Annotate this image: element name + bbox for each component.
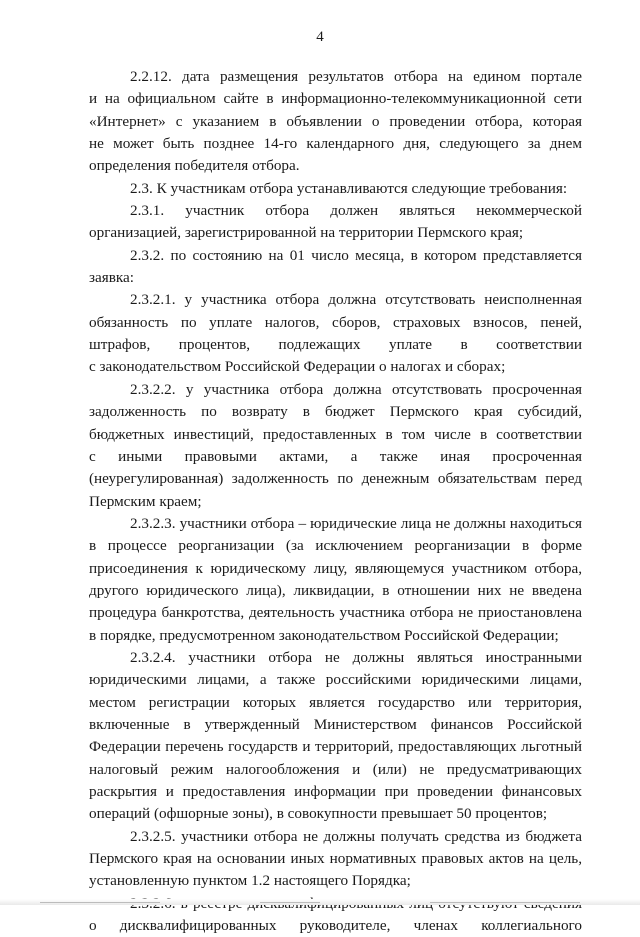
scan-artifact — [430, 902, 580, 903]
text-line: раскрытия и предоставления информации при проведении финансовых — [89, 783, 582, 800]
text-line: организацией, зарегистрированной на территории Пермского края; — [89, 224, 524, 242]
text-line: Пермским краем; — [89, 492, 202, 510]
document-body — [89, 66, 582, 937]
text-line: 2.3.2.4. участники отбора не должны являться иностранными — [130, 648, 582, 666]
text-line: 2.3.2.2. у участника отбора должна отсутствовать просроченная — [130, 380, 582, 398]
text-line: заявка: — [89, 269, 135, 287]
text-line: не может быть позднее 14-го календарного дня, следующего за днем — [89, 135, 582, 153]
text-line: 2.3.1. участник отбора должен являться некоммерческой — [130, 202, 582, 220]
text-line: «Интернет» с указанием в объявлении о проведении отбора, которая — [89, 112, 582, 130]
text-line: 2.2.12. дата размещения результатов отбора на едином портале — [130, 68, 582, 85]
text-line: налоговый режим налогообложения и (или) не предусматривающих — [89, 760, 582, 778]
text-line: обязанность по уплате налогов, сборов, страховых взносов, пеней, — [89, 313, 582, 331]
text-line: 2.3.2.3. участники отбора – юридические лица не должны находиться — [130, 514, 582, 532]
text-line: местом регистрации которых является государство или территория, — [89, 693, 582, 711]
page-number: 4 — [316, 29, 324, 45]
text-line: в порядке, предусмотренном законодательством Российской Федерации; — [89, 626, 559, 644]
text-line: в процессе реорганизации (за исключением реорганизации в форме — [89, 537, 582, 555]
text-line: о дисквалифицированных руководителе, членах коллегиального — [89, 917, 582, 935]
text-line: (неурегулированная) задолженность по денежным обязательствам перед — [89, 470, 582, 488]
scan-artifact — [40, 902, 160, 903]
text-line: Федерации перечень государств и территорий, предоставляющих льготный — [89, 738, 582, 756]
text-line: другого юридического лица), ликвидации, в отношении них не введена — [89, 581, 582, 599]
text-line: и на официальном сайте в информационно-телекоммуникационной сети — [89, 90, 582, 108]
text-line: 2.3.2. по состоянию на 01 число месяца, в котором представляется — [130, 246, 582, 264]
text-line: бюджетных инвестиций, предоставленных в том числе в соответствии — [89, 425, 582, 443]
text-line: с законодательством Российской Федерации о налогах и сборах; — [89, 358, 506, 376]
text-line: штрафов, процентов, подлежащих уплате в соответствии — [89, 336, 582, 354]
scan-artifact — [260, 902, 320, 903]
text-line: операций (офшорные зоны), в совокупности превышает 50 процентов; — [89, 805, 548, 823]
text-line: 2.3.2.1. у участника отбора должна отсутствовать неисполненная — [130, 291, 582, 309]
text-line: Пермского края на основании иных нормативных правовых актов на цель, — [89, 850, 582, 868]
text-line: юридическими лицами, а также российскими юридическими лицами, — [89, 671, 582, 689]
text-line: включенные в утвержденный Министерством финансов Российской — [89, 715, 582, 733]
text-line: 2.3. К участникам отбора устанавливаются следующие требования: — [130, 179, 568, 197]
text-line: определения победителя отбора. — [89, 157, 300, 175]
text-line: установленную пунктом 1.2 настоящего Порядка; — [89, 872, 411, 890]
text-line: 2.3.2.5. участники отбора не должны получать средства из бюджета — [130, 827, 582, 845]
text-line: процедура банкротства, деятельность участника отбора не приостановлена — [89, 604, 582, 622]
text-line: присоединения к юридическому лицу, являющемуся участником отбора, — [89, 559, 582, 577]
text-line: с иными правовыми актами, а также иная просроченная — [89, 447, 582, 465]
text-line: задолженность по возврату в бюджет Пермского края субсидий, — [89, 403, 582, 421]
